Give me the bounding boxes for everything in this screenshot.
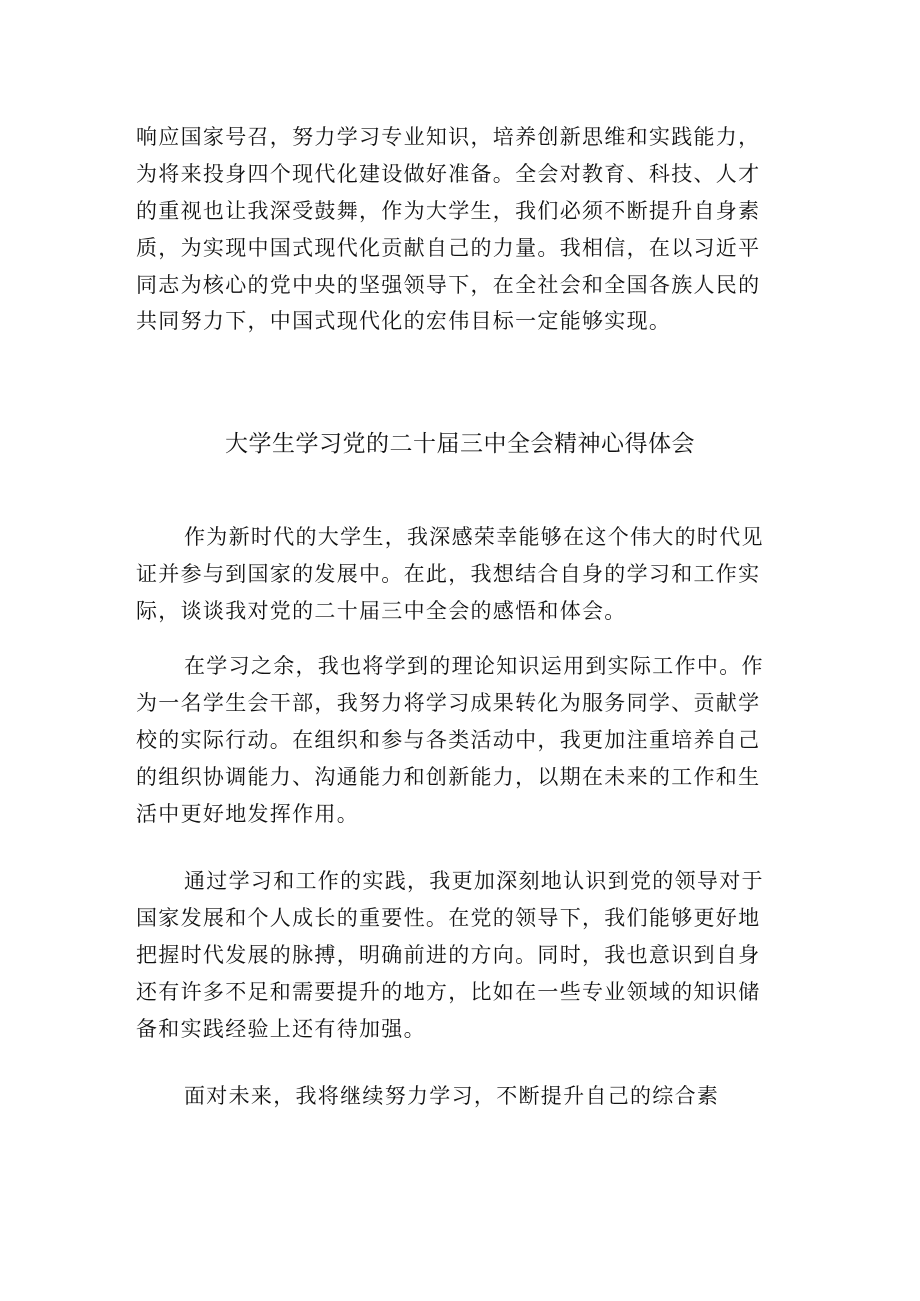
paragraph-3 <box>136 863 786 1047</box>
paragraph-2 <box>136 648 786 832</box>
text-line: 国家发展和个人成长的重要性。在党的领导下，我们能够更好地 <box>136 905 761 930</box>
text-line: 在学习之余，我也将学到的理论知识运用到实际工作中。作 <box>184 654 764 678</box>
text-line: 校的实际行动。在组织和参与各类活动中，我更加注重培养自己 <box>136 727 761 752</box>
text-line: 作为新时代的大学生，我深感荣幸能够在这个伟大的时代见 <box>184 525 764 549</box>
document-title: 大学生学习党的二十届三中全会精神心得体会 <box>225 431 695 457</box>
text-line: 备和实践经验上还有待加强。 <box>136 1016 426 1041</box>
text-line: 同志为核心的党中央的坚强领导下，在全社会和全国各族人民的 <box>136 272 761 297</box>
text-line: 响应国家号召，努力学习专业知识，培养创新思维和实践能力， <box>136 125 761 149</box>
text-line: 为将来投身四个现代化建设做好准备。全会对教育、科技、人才 <box>136 161 761 186</box>
text-line: 证并参与到国家的发展中。在此，我想结合自身的学习和工作实 <box>136 561 761 586</box>
text-line: 通过学习和工作的实践，我更加深刻地认识到党的领导对于 <box>184 869 764 893</box>
text-line: 际，谈谈我对党的二十届三中全会的感悟和体会。 <box>136 598 627 623</box>
text-line: 活中更好地发挥作用。 <box>136 801 359 826</box>
text-line: 质，为实现中国式现代化贡献自己的力量。我相信，在以习近平 <box>136 235 761 260</box>
continuation-paragraph <box>136 119 786 340</box>
paragraph-4 <box>136 1078 786 1115</box>
text-line: 把握时代发展的脉搏，明确前进的方向。同时，我也意识到自身 <box>136 942 761 967</box>
text-line: 为一名学生会干部，我努力将学习成果转化为服务同学、贡献学 <box>136 690 761 715</box>
text-line: 还有许多不足和需要提升的地方，比如在一些专业领域的知识储 <box>136 979 761 1004</box>
text-line: 面对未来，我将继续努力学习，不断提升自己的综合素 <box>184 1084 720 1108</box>
paragraph-1 <box>136 519 786 630</box>
text-line: 的组织协调能力、沟通能力和创新能力，以期在未来的工作和生 <box>136 764 761 789</box>
text-line: 共同努力下，中国式现代化的宏伟目标一定能够实现。 <box>136 309 672 334</box>
text-line: 的重视也让我深受鼓舞，作为大学生，我们必须不断提升自身素 <box>136 198 761 223</box>
